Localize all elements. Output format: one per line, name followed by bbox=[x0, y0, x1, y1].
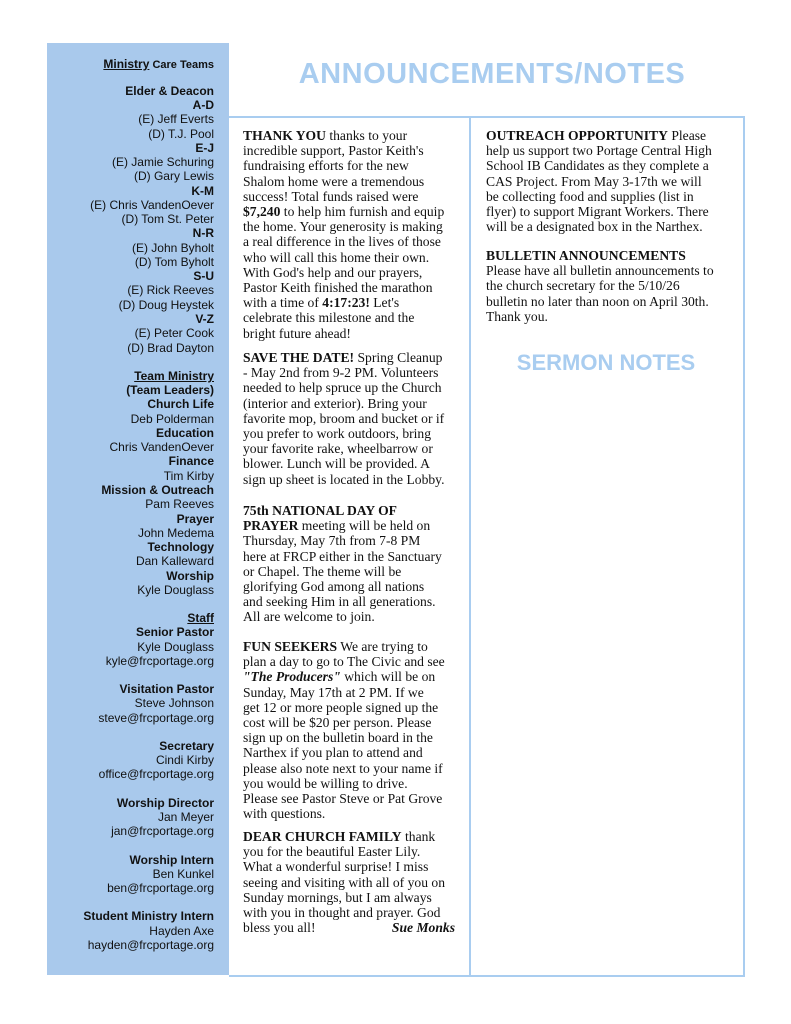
text-line: thanks to your bbox=[325, 128, 408, 143]
team-member: (E) Jeff Everts bbox=[138, 112, 214, 126]
leader-name: Dan Kalleward bbox=[135, 554, 214, 568]
text-line: (interior and exterior). Bring your bbox=[243, 395, 427, 411]
team-member: (D) T.J. Pool bbox=[148, 127, 214, 141]
text-line: Spring Cleanup bbox=[354, 350, 443, 365]
text-line: We are trying to bbox=[337, 639, 428, 654]
text-line: Pastor Keith finished the marathon bbox=[243, 280, 433, 296]
staff-name: Jan Meyer bbox=[157, 810, 214, 824]
team-member: (E) Rick Reeves bbox=[127, 283, 214, 297]
text-line: Please bbox=[667, 128, 707, 143]
dear-family-announcement bbox=[243, 829, 455, 935]
text-line: with you in thought and prayer. God bbox=[243, 905, 441, 921]
announcement-heading: FUN SEEKERS bbox=[243, 639, 338, 654]
leader-name: Pam Reeves bbox=[145, 497, 214, 511]
text-line: flyer) to support Migrant Workers. There bbox=[486, 204, 709, 220]
team-member: (D) Gary Lewis bbox=[133, 169, 214, 183]
text-line: With God's help and our prayers, bbox=[243, 264, 423, 280]
text-line: a real difference in the lives of those bbox=[243, 234, 441, 250]
team-member: (D) Brad Dayton bbox=[127, 341, 214, 355]
staff-name: Kyle Douglass bbox=[137, 640, 214, 654]
team-member: (E) Peter Cook bbox=[134, 326, 214, 340]
staff-name: Ben Kunkel bbox=[152, 867, 214, 881]
text-line: blower. Lunch will be provided. A bbox=[243, 456, 430, 472]
staff-heading: Staff bbox=[187, 611, 214, 625]
bulletin-announcement bbox=[486, 248, 714, 324]
text-line: cost will be $20 per person. Please bbox=[243, 715, 432, 731]
text-line: Let's bbox=[369, 295, 400, 311]
text-line: who will call this home their own. bbox=[243, 249, 430, 265]
announcement-heading: SAVE THE DATE! bbox=[243, 350, 355, 365]
text-line: you would be willing to drive. bbox=[243, 775, 408, 791]
ministry-name: Education bbox=[155, 426, 214, 440]
announcement-heading: DEAR CHURCH FAMILY bbox=[243, 829, 402, 844]
text-line: will be a designated box in the Narthex. bbox=[486, 219, 703, 235]
text-line: CAS Project. From May 3-17th we will bbox=[486, 173, 702, 189]
staff-name: Cindi Kirby bbox=[155, 753, 214, 767]
text-line: success! Total funds raised were bbox=[243, 188, 419, 204]
staff-email-link[interactable]: steve@frcportage.org bbox=[98, 711, 214, 725]
leader-name: Tim Kirby bbox=[163, 469, 214, 483]
text-line: please also note next to your name if bbox=[243, 760, 443, 776]
text-line: Please have all bulletin announcements to bbox=[486, 263, 714, 279]
text-line: be collecting food and supplies (list in bbox=[486, 188, 694, 204]
text-line: needed to help spruce up the Church bbox=[243, 380, 442, 396]
text-line: - May 2nd from 9-2 PM. Volunteers bbox=[243, 365, 439, 381]
text-line: bright future ahead! bbox=[243, 325, 351, 341]
text-line: Please see Pastor Steve or Pat Grove bbox=[243, 791, 443, 807]
text-line: and seeking Him in all generations. bbox=[243, 594, 436, 610]
staff-role: Visitation Pastor bbox=[119, 682, 214, 696]
staff-email-link[interactable]: office@frcportage.org bbox=[98, 767, 214, 781]
announcement-heading: BULLETIN ANNOUNCEMENTS bbox=[486, 248, 686, 263]
text-line: sign up sheet is located in the Lobby. bbox=[243, 471, 445, 487]
text-line: help us support two Portage Central High bbox=[486, 143, 712, 159]
text-line: What a wonderful surprise! I miss bbox=[243, 859, 429, 875]
text-line: seeing and visiting with all of you on bbox=[243, 874, 445, 890]
text-line: or Chapel. The theme will be bbox=[243, 563, 402, 579]
funds-amount: $7,240 bbox=[243, 204, 281, 220]
text-line: you prefer to work outdoors, bring bbox=[243, 426, 432, 442]
text-line: plan a day to go to The Civic and see bbox=[243, 654, 445, 670]
signature: Sue Monks bbox=[391, 920, 455, 936]
text-line: Sunday mornings, but I am always bbox=[243, 889, 432, 905]
text-line: Shalom home were a tremendous bbox=[243, 173, 425, 189]
prayer-day-announcement bbox=[243, 503, 442, 625]
text-line: bulletin no later than noon on April 30th. bbox=[486, 293, 709, 309]
group-heading: K-M bbox=[191, 184, 214, 198]
staff-email-link[interactable]: ben@frcportage.org bbox=[107, 881, 214, 895]
team-ministry-heading: Team Ministry bbox=[134, 369, 214, 383]
text-line: incredible support, Pastor Keith's bbox=[243, 143, 424, 159]
save-the-date-announcement bbox=[243, 350, 444, 487]
group-heading: E-J bbox=[195, 141, 214, 155]
thank-you-announcement bbox=[243, 128, 444, 341]
sidebar-title: Ministry Care Teams bbox=[103, 57, 214, 71]
announcement-heading: THANK YOU bbox=[243, 128, 326, 143]
staff-name: Hayden Axe bbox=[149, 924, 214, 938]
text-line: the home. Your generosity is making bbox=[243, 219, 443, 235]
team-member: (E) Jamie Schuring bbox=[111, 155, 214, 169]
text-line: All are welcome to join. bbox=[243, 609, 375, 625]
staff-role: Secretary bbox=[159, 739, 214, 753]
text-line: Thursday, May 7th from 7-8 PM bbox=[243, 533, 421, 549]
group-heading: N-R bbox=[192, 226, 214, 240]
group-heading: A-D bbox=[192, 98, 214, 112]
text-line: your favorite rake, wheelbarrow or bbox=[243, 441, 433, 457]
text-line: to help him furnish and equip bbox=[280, 204, 445, 220]
ministry-name: Mission & Outreach bbox=[101, 483, 214, 497]
sidebar bbox=[47, 43, 229, 975]
text-line: get 12 or more people signed up the bbox=[243, 699, 439, 715]
leader-name: Kyle Douglass bbox=[137, 583, 214, 597]
ministry-name: Church Life bbox=[147, 397, 214, 411]
staff-role: Senior Pastor bbox=[135, 625, 214, 639]
announcement-heading: OUTREACH OPPORTUNITY bbox=[486, 128, 668, 143]
text-line: sign up on the bulletin board in the bbox=[243, 730, 433, 746]
text-line: which will be on bbox=[340, 669, 436, 685]
fun-seekers-announcement bbox=[243, 639, 445, 821]
staff-role: Student Ministry Intern bbox=[83, 909, 214, 923]
text-line: bless you all! bbox=[243, 920, 316, 936]
text-line: favorite mop, broom and bucket or if bbox=[243, 410, 445, 426]
text-line: glorifying God among all nations bbox=[243, 579, 425, 595]
leader-name: Deb Polderman bbox=[130, 412, 214, 426]
text-line: with a time of bbox=[243, 295, 323, 311]
staff-email-link[interactable]: kyle@frcportage.org bbox=[105, 654, 214, 668]
team-member: (D) Tom St. Peter bbox=[121, 212, 214, 226]
text-line: thank bbox=[401, 829, 436, 844]
group-heading: S-U bbox=[193, 269, 214, 283]
staff-name: Steve Johnson bbox=[134, 696, 214, 710]
team-member: (D) Doug Heystek bbox=[118, 298, 214, 312]
text-line: Narthex if you plan to attend and bbox=[243, 745, 423, 761]
leader-name: John Medema bbox=[137, 526, 214, 540]
text-line: celebrate this milestone and the bbox=[243, 310, 415, 326]
elder-deacon-heading: Elder & Deacon bbox=[125, 84, 214, 98]
leader-name: Chris VandenOever bbox=[109, 440, 214, 454]
team-member: (E) John Byholt bbox=[131, 241, 214, 255]
text-line: here at FRCP either in the Sanctuary bbox=[243, 548, 442, 564]
outreach-announcement bbox=[486, 128, 712, 234]
group-heading: V-Z bbox=[195, 312, 214, 326]
team-member: (D) Tom Byholt bbox=[134, 255, 214, 269]
team-leaders-heading: (Team Leaders) bbox=[126, 383, 214, 397]
staff-email-link[interactable]: jan@frcportage.org bbox=[111, 824, 214, 838]
staff-email-link[interactable]: hayden@frcportage.org bbox=[87, 938, 214, 952]
text-line: you for the beautiful Easter Lily. bbox=[243, 844, 421, 860]
ministry-name: Technology bbox=[147, 540, 214, 554]
ministry-name: Finance bbox=[168, 454, 214, 468]
ministry-name: Prayer bbox=[176, 512, 214, 526]
sermon-notes-title: SERMON NOTES bbox=[516, 350, 696, 375]
ministry-name: Worship bbox=[166, 569, 214, 583]
show-title: "The Producers" bbox=[243, 669, 341, 685]
staff-role: Worship Director bbox=[116, 796, 214, 810]
staff-role: Worship Intern bbox=[129, 853, 214, 867]
text-line: School IB Candidates as they complete a bbox=[486, 158, 709, 174]
page-title: ANNOUNCEMENTS/NOTES bbox=[298, 58, 686, 90]
text-line: Thank you. bbox=[486, 308, 548, 324]
announcement-heading: 75th NATIONAL DAY OF bbox=[243, 503, 397, 518]
text-line: meeting will be held on bbox=[298, 518, 431, 534]
announcement-heading: PRAYER bbox=[243, 518, 299, 534]
text-line: the church secretary for the 5/10/26 bbox=[486, 278, 680, 294]
team-member: (E) Chris VandenOever bbox=[90, 198, 214, 212]
column-divider bbox=[469, 116, 471, 975]
text-line: fundraising efforts for the new bbox=[243, 158, 409, 174]
text-line: with questions. bbox=[243, 806, 326, 822]
marathon-time: 4:17:23! bbox=[322, 295, 370, 311]
text-line: Sunday, May 17th at 2 PM. If we bbox=[243, 684, 424, 700]
